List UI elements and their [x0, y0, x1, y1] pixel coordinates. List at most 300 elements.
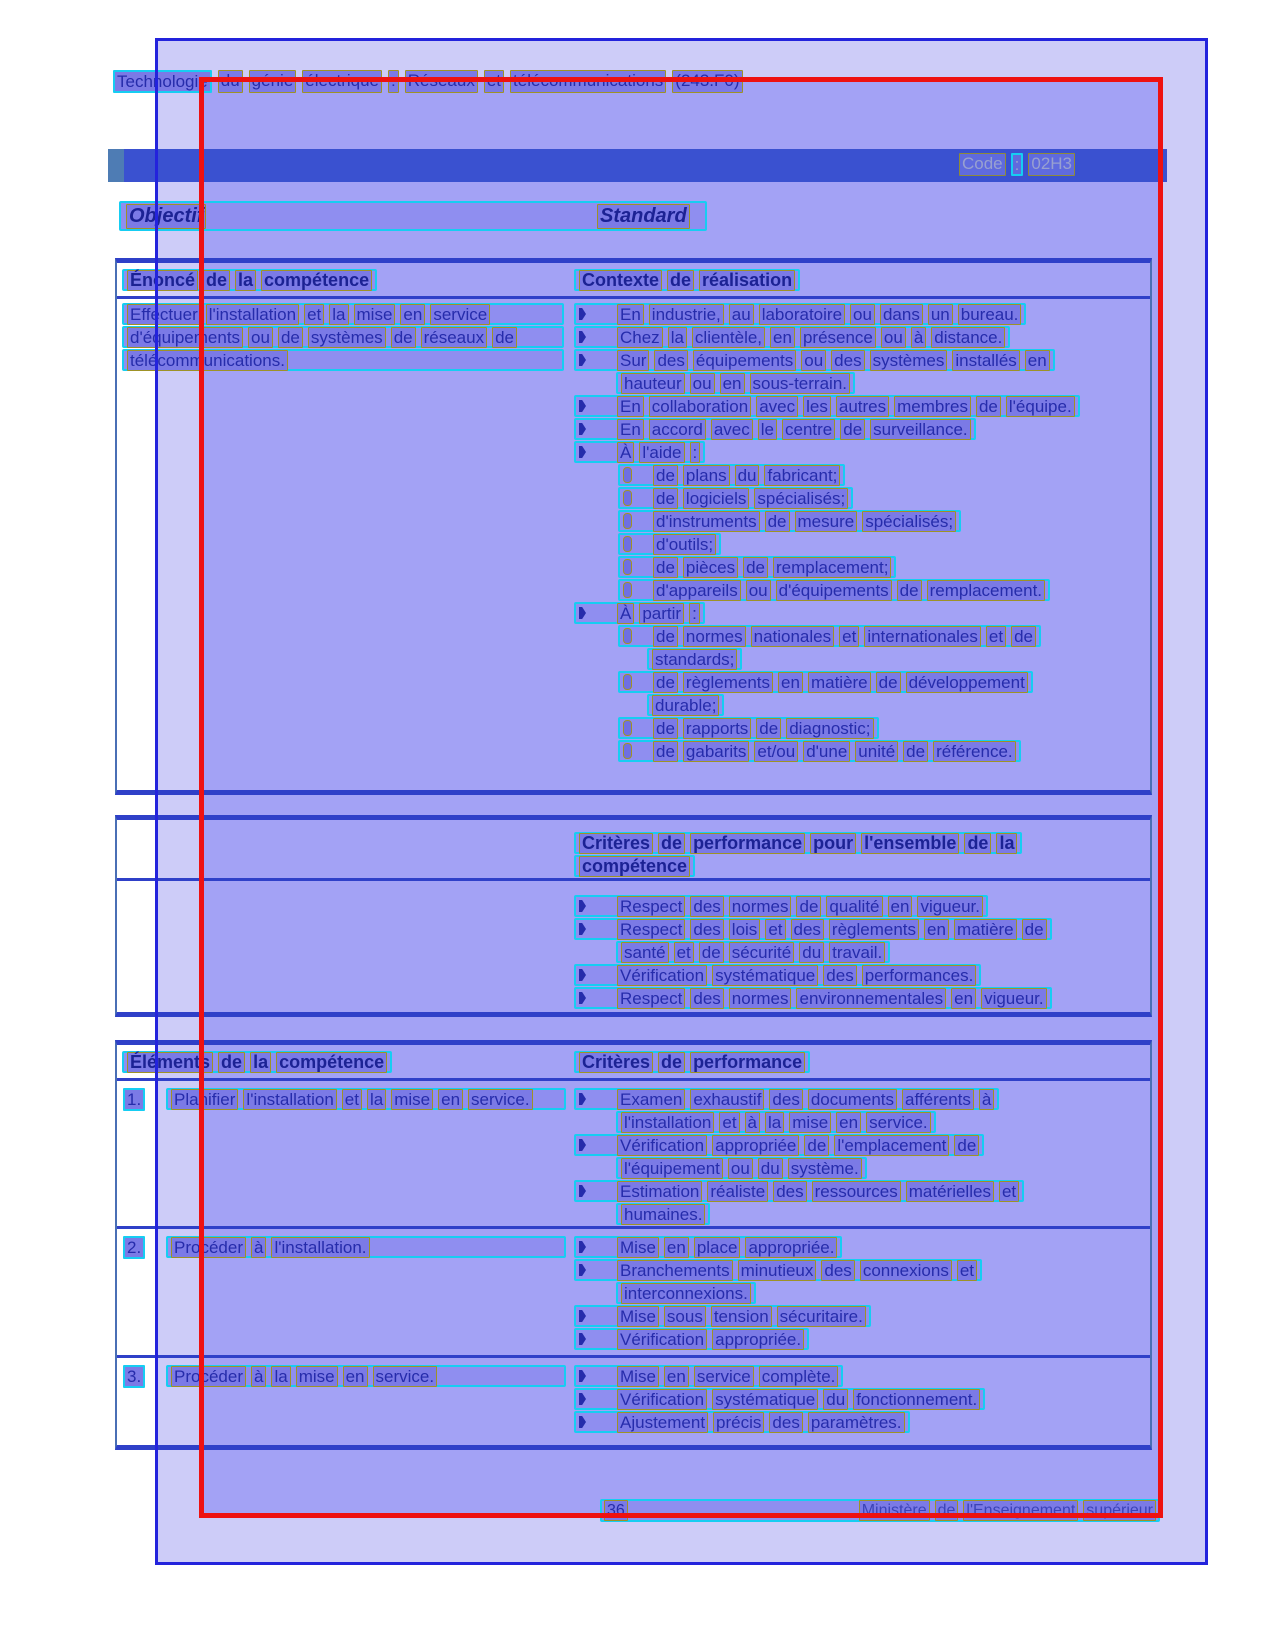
text-line-box [166, 1088, 566, 1110]
word-box: de [278, 327, 303, 348]
square-bullet-icon [579, 1370, 586, 1382]
word-box: ou [881, 327, 906, 348]
word-box: présence [800, 327, 876, 348]
word-box: la [235, 270, 256, 291]
word-box: de [218, 1052, 245, 1073]
word-box: Mise [617, 1237, 659, 1258]
text-line-box [166, 1365, 566, 1387]
word-box: compétence [261, 270, 372, 291]
word-box: l'installation [621, 1112, 714, 1133]
table3-row-1 [117, 1081, 1150, 1229]
code-bar-left-cap [108, 149, 124, 182]
word-box: et [986, 626, 1006, 647]
text-line-box [574, 1365, 843, 1387]
word-box: des [769, 1412, 802, 1433]
text-line-box [616, 1282, 756, 1304]
word-box: santé [621, 942, 669, 963]
word-box: supérieur [1083, 1500, 1156, 1521]
word-box: : [689, 603, 700, 624]
word-box: l'emplacement [834, 1135, 949, 1156]
square-bullet-icon [579, 1241, 586, 1253]
table2-header-row [117, 820, 1150, 881]
word-box: service. [866, 1112, 931, 1133]
word-box: À [617, 442, 634, 463]
word-box: de [804, 1135, 829, 1156]
word-box: de [840, 419, 865, 440]
word-box: et [342, 1089, 362, 1110]
word-box: service [694, 1366, 754, 1387]
word-box: mise [391, 1089, 433, 1110]
word-box: et [957, 1260, 977, 1281]
square-bullet-icon [579, 1310, 586, 1322]
text-line-box [574, 303, 1026, 325]
square-bullet-icon [579, 400, 586, 412]
row-number: 3. [123, 1365, 145, 1388]
text-line-box [574, 395, 1080, 417]
word-box: qualité [826, 896, 882, 917]
dash-bullet-icon [623, 743, 632, 759]
word-box: À [617, 603, 634, 624]
word-box: matière [808, 672, 871, 693]
word-box: en [438, 1089, 463, 1110]
word-box: collaboration [649, 396, 751, 417]
word-box: et [304, 304, 324, 325]
word-box: Énoncé [127, 270, 198, 291]
text-line-box [618, 487, 853, 509]
word-box: appropriée. [712, 1329, 804, 1350]
word-box: lois [729, 919, 761, 940]
word-box: le [758, 419, 777, 440]
word-box: centre [782, 419, 835, 440]
word-box: Respect [617, 896, 685, 917]
word-box: performance [690, 1052, 805, 1073]
word-box: sécuritaire. [777, 1306, 866, 1327]
square-bullet-icon [579, 331, 586, 343]
word-box: réalisation [699, 270, 795, 291]
word-box: normes [729, 988, 792, 1009]
text-line-box [122, 326, 564, 348]
word-box: à [911, 327, 926, 348]
word-box: des [821, 1260, 854, 1281]
word-box: développement [906, 672, 1028, 693]
text-line-box [616, 941, 890, 963]
square-bullet-icon [579, 607, 586, 619]
text-line-box [616, 1203, 710, 1225]
word-box: gabarits [683, 741, 749, 762]
text-line-box [574, 418, 976, 440]
word-box: spécialisés; [862, 511, 956, 532]
square-bullet-icon [579, 1139, 586, 1151]
text-line-box [616, 1111, 936, 1133]
word-box: accord [649, 419, 706, 440]
objectif-heading: Objectif [126, 204, 206, 229]
word-box: précis [713, 1412, 764, 1433]
word-box: référence. [933, 741, 1016, 762]
word-box: membres [894, 396, 971, 417]
dash-bullet-icon [623, 536, 632, 552]
word-box: la [996, 833, 1017, 854]
word-box: performance [690, 833, 805, 854]
objectif-standard-row [119, 201, 707, 231]
table-enonce-contexte [115, 258, 1152, 795]
word-box: complète. [759, 1366, 839, 1387]
word-box: compétence [579, 856, 690, 877]
text-line-box [574, 1388, 985, 1410]
word-box: télécommunications [510, 70, 666, 93]
row2-criteria-cell [574, 1229, 1150, 1355]
dash-bullet-icon [623, 490, 632, 506]
word-box: exhaustif [690, 1089, 764, 1110]
word-box: des [654, 350, 687, 371]
word-box: de [653, 718, 678, 739]
word-box: de [1011, 626, 1036, 647]
square-bullet-icon [579, 308, 586, 320]
standard-heading: Standard [597, 204, 690, 229]
word-box: : [388, 70, 399, 93]
word-box: ou [801, 350, 826, 371]
word-box: En [617, 419, 644, 440]
word-box: installés [952, 350, 1019, 371]
ministry-name [859, 1500, 1156, 1521]
word-box: tension [711, 1306, 772, 1327]
text-line-box [122, 349, 564, 371]
word-box: : [1011, 153, 1024, 176]
word-box: matérielles [906, 1181, 994, 1202]
word-box: de [796, 896, 821, 917]
table1-header-row [117, 263, 1150, 299]
word-box: l'installation [206, 304, 299, 325]
word-box: du [823, 1389, 848, 1410]
word-box: Éléments [127, 1052, 213, 1073]
square-bullet-icon [579, 992, 586, 1004]
row3-statement-cell [162, 1358, 574, 1434]
word-box: de [203, 270, 230, 291]
word-box: Effectuer [127, 304, 201, 325]
word-box: des [690, 896, 723, 917]
text-line-box [574, 895, 988, 917]
text-line-box [616, 372, 855, 394]
word-box: appropriée. [745, 1237, 837, 1258]
word-box: et [674, 942, 694, 963]
page-number: 36 [604, 1500, 628, 1521]
word-box: distance. [931, 327, 1005, 348]
word-box: de [658, 1052, 685, 1073]
word-box: En [617, 396, 644, 417]
square-bullet-icon [579, 1093, 586, 1105]
word-box: avec [711, 419, 753, 440]
word-box: minutieux [738, 1260, 817, 1281]
word-box: de [935, 1500, 959, 1521]
word-box: ressources [812, 1181, 901, 1202]
word-box: en [720, 373, 745, 394]
word-box: l'installation [243, 1089, 336, 1110]
word-box: systématique [712, 965, 818, 986]
word-box: connexions [860, 1260, 952, 1281]
table1-context-cell [574, 299, 1150, 763]
word-box: nationales [751, 626, 835, 647]
word-box: ou [248, 327, 273, 348]
word-box: de [391, 327, 416, 348]
word-box: mise [354, 304, 396, 325]
word-box: en [343, 1366, 368, 1387]
word-box: paramètres. [808, 1412, 905, 1433]
row3-criteria-cell [574, 1358, 1150, 1434]
word-box: d'appareils [653, 580, 741, 601]
word-box: sous [664, 1306, 706, 1327]
word-box: télécommunications. [127, 350, 288, 371]
word-box: ou [728, 1158, 753, 1179]
text-line-box [574, 326, 1010, 348]
dash-bullet-icon [623, 582, 632, 598]
word-box: Branchements [617, 1260, 733, 1281]
word-box: de [897, 580, 922, 601]
text-line-box [574, 1180, 1024, 1202]
word-box: l'ensemble [861, 833, 959, 854]
text-line-box [574, 441, 705, 463]
word-box: des [690, 919, 723, 940]
word-box: de [653, 741, 678, 762]
word-box: en [951, 988, 976, 1009]
dash-bullet-icon [623, 628, 632, 644]
word-box: service [430, 304, 490, 325]
word-box: réaliste [707, 1181, 768, 1202]
word-box: de [756, 718, 781, 739]
text-line-box [618, 625, 1041, 647]
text-line-box [166, 1236, 566, 1258]
word-box: Chez [617, 327, 663, 348]
word-box: ou [690, 373, 715, 394]
word-box: en [770, 327, 795, 348]
word-box: d'instruments [653, 511, 760, 532]
word-box: place [694, 1237, 741, 1258]
word-box: de [653, 465, 678, 486]
word-box: vigueur. [981, 988, 1047, 1009]
square-bullet-icon [579, 1264, 586, 1276]
word-box: mise [296, 1366, 338, 1387]
text-line-box [574, 349, 1055, 371]
word-box: (243.F0) [672, 70, 742, 93]
word-box: pièces [683, 557, 738, 578]
square-bullet-icon [579, 1333, 586, 1345]
word-box: en [400, 304, 425, 325]
dash-bullet-icon [623, 559, 632, 575]
text-line-box [618, 464, 845, 486]
word-box: en [888, 896, 913, 917]
word-box: l'aide [639, 442, 684, 463]
word-box: de [954, 1135, 979, 1156]
word-box: de [658, 833, 685, 854]
word-box: Critères [579, 833, 653, 854]
word-box: la [329, 304, 348, 325]
word-box: système. [788, 1158, 862, 1179]
word-box: en [1025, 350, 1050, 371]
word-box: génie [249, 70, 297, 93]
dash-bullet-icon [623, 674, 632, 690]
text-line-box [574, 987, 1052, 1009]
word-box: la [367, 1089, 386, 1110]
word-box: l'équipe. [1006, 396, 1075, 417]
text-line-box [647, 648, 742, 670]
word-box: des [690, 988, 723, 1009]
word-box: la [765, 1112, 784, 1133]
word-box: de [903, 741, 928, 762]
text-line-box [618, 510, 961, 532]
word-box: ou [746, 580, 771, 601]
text-line-box [574, 1134, 984, 1156]
word-box: sous-terrain. [750, 373, 850, 394]
word-box: service. [373, 1366, 438, 1387]
text-line-box [618, 740, 1021, 762]
word-box: En [617, 304, 644, 325]
text-line-box [574, 832, 1022, 854]
word-box: à [251, 1366, 266, 1387]
word-box: d'équipements [127, 327, 243, 348]
word-box: travail. [829, 942, 885, 963]
text-line-box [618, 717, 879, 739]
word-box: en [836, 1112, 861, 1133]
word-box: systématique [712, 1389, 818, 1410]
word-box: du [799, 942, 824, 963]
text-line-box [618, 556, 896, 578]
word-box: de [1022, 919, 1047, 940]
table1-col1-header [122, 269, 377, 291]
word-box: normes [683, 626, 746, 647]
word-box: de [492, 327, 517, 348]
word-box: industrie, [649, 304, 724, 325]
word-box: Vérification [617, 965, 707, 986]
word-box: fonctionnement. [853, 1389, 980, 1410]
word-box: en [924, 919, 949, 940]
word-box: à [979, 1089, 994, 1110]
word-box: afférents [902, 1089, 974, 1110]
word-box: dans [880, 304, 923, 325]
table3-header-row [117, 1045, 1150, 1081]
word-box: Vérification [617, 1389, 707, 1410]
word-box: et [484, 70, 504, 93]
word-box: de [699, 942, 724, 963]
word-box: fabricant; [764, 465, 840, 486]
square-bullet-icon [579, 1393, 586, 1405]
square-bullet-icon [579, 900, 586, 912]
word-box: humaines. [621, 1204, 705, 1225]
word-box: la [250, 1052, 271, 1073]
word-box: au [729, 304, 754, 325]
word-box: en [664, 1237, 689, 1258]
table3-col2-header [574, 1051, 810, 1073]
word-box: des [773, 1181, 806, 1202]
word-box: systèmes [870, 350, 948, 371]
row-number: 2. [123, 1236, 145, 1259]
table2-empty-cell [117, 820, 574, 830]
word-box: normes [729, 896, 792, 917]
table-criteres-ensemble [115, 815, 1152, 1017]
word-box: règlements [683, 672, 773, 693]
word-box: Mise [617, 1306, 659, 1327]
word-box: Critères [579, 1052, 653, 1073]
word-box: la [668, 327, 687, 348]
word-box: Respect [617, 919, 685, 940]
code-bar [108, 149, 1167, 182]
square-bullet-icon [579, 446, 586, 458]
word-box: Vérification [617, 1135, 707, 1156]
word-box: bureau. [958, 304, 1022, 325]
word-box: Planifier [171, 1089, 238, 1110]
word-box: pour [810, 833, 856, 854]
word-box: d'outils; [653, 534, 716, 555]
word-box: hauteur [621, 373, 685, 394]
word-box: Procéder [171, 1366, 246, 1387]
square-bullet-icon [579, 923, 586, 935]
word-box: compétence [276, 1052, 387, 1073]
word-box: à [251, 1237, 266, 1258]
word-box: mise [789, 1112, 831, 1133]
word-box: vigueur. [917, 896, 983, 917]
document-header-line [113, 70, 743, 93]
square-bullet-icon [579, 1416, 586, 1428]
word-box: Mise [617, 1366, 659, 1387]
row-number: 1. [123, 1088, 145, 1111]
word-box: Ajustement [617, 1412, 708, 1433]
word-box: l'installation. [271, 1237, 369, 1258]
word-box: surveillance. [870, 419, 971, 440]
word-box: spécialisés; [754, 488, 848, 509]
word-box: appropriée [712, 1135, 799, 1156]
word-box: Vérification [617, 1329, 707, 1350]
word-box: de [964, 833, 991, 854]
word-box: les [803, 396, 831, 417]
word-box: à [745, 1112, 760, 1133]
word-box: diagnostic; [786, 718, 873, 739]
word-box: de [667, 270, 694, 291]
word-box: clientèle, [692, 327, 765, 348]
word-box: partir [639, 603, 684, 624]
word-box: internationales [864, 626, 981, 647]
word-box: autres [836, 396, 889, 417]
word-box: l'Enseignement [963, 1500, 1078, 1521]
word-box: du [218, 70, 243, 93]
table3-row-2 [117, 1229, 1150, 1358]
text-line-box [574, 1411, 910, 1433]
text-line-box [574, 1088, 999, 1110]
word-box: et [999, 1181, 1019, 1202]
word-box: remplacement. [927, 580, 1045, 601]
word-box: Ministère [859, 1500, 930, 1521]
square-bullet-icon [579, 969, 586, 981]
table1-col2-header [574, 269, 800, 291]
word-box: et/ou [754, 741, 798, 762]
word-box: rapports [683, 718, 751, 739]
word-box: règlements [829, 919, 919, 940]
row1-criteria-cell [574, 1081, 1150, 1226]
text-line-box [574, 1236, 842, 1258]
word-box: en [778, 672, 803, 693]
word-box: du [735, 465, 760, 486]
word-box: équipements [693, 350, 796, 371]
text-line-box [574, 602, 705, 624]
text-line-box [122, 303, 564, 325]
text-line-box [574, 1328, 809, 1350]
word-box: environnementales [796, 988, 946, 1009]
word-box: sécurité [729, 942, 795, 963]
word-box: logiciels [683, 488, 749, 509]
word-box: service. [468, 1089, 533, 1110]
word-box: ou [850, 304, 875, 325]
square-bullet-icon [579, 354, 586, 366]
table1-statement-cell [117, 299, 574, 763]
word-box: mesure [795, 511, 858, 532]
word-box: Contexte [579, 270, 662, 291]
word-box: remplacement; [773, 557, 891, 578]
